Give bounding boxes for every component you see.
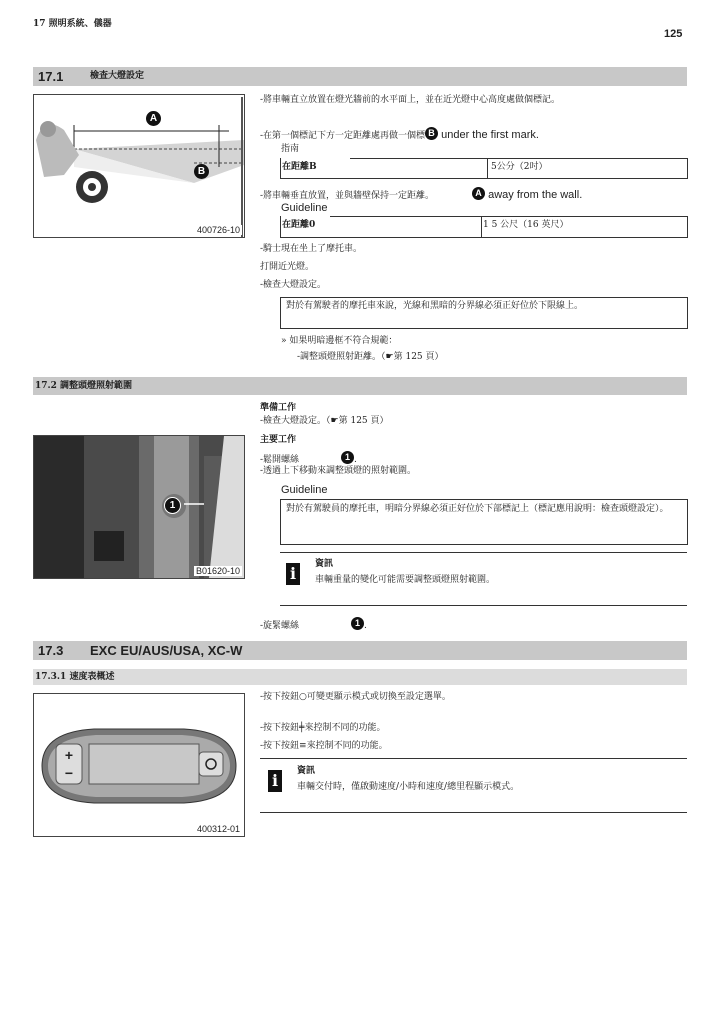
- guideline-value: 5公分（2吋）: [491, 162, 548, 172]
- guideline-table: [280, 158, 688, 179]
- section-title: 17.2 調整頭燈照射範圍: [35, 381, 133, 391]
- section-17-1-heading: [33, 67, 687, 86]
- guideline-label: Guideline: [281, 202, 328, 214]
- guideline-key: 在距離0: [282, 220, 316, 230]
- marker-b: B: [194, 164, 209, 179]
- info-title: 資訊: [297, 766, 316, 776]
- section-17-3-heading: [33, 641, 687, 660]
- main-label: 主要工作: [260, 435, 297, 445]
- divider: [280, 552, 687, 553]
- step-text: -鬆開螺絲 1 .: [260, 452, 357, 465]
- marker-1-inline: 1: [341, 451, 354, 464]
- marker-a: A: [146, 111, 161, 126]
- step-text: -按下按鈕≡來控制不同的功能。: [260, 741, 388, 751]
- guideline-text: 對於有駕駛員的摩托車，明暗分界線必須正好位於下部標記上（標記應用說明：檢查頭燈設定）。: [286, 504, 669, 514]
- step-text: -在第一個標記下方一定距離處再做一個標 B under the first mark.: [260, 128, 539, 141]
- guideline-table: [280, 216, 688, 238]
- marker-b-inline: B: [425, 127, 438, 140]
- step-text: -按下按鈕○可變更顯示模式或切換至設定選單。: [260, 692, 451, 702]
- divider: [260, 758, 687, 759]
- divider: [260, 812, 687, 813]
- section-title: EXC EU/AUS/USA, XC-W: [90, 643, 243, 658]
- headlight-screw-photo: [33, 435, 245, 579]
- svg-text:−: −: [64, 765, 74, 781]
- step-text: -騎士現在坐上了摩托車。: [260, 244, 363, 254]
- guideline-label: Guideline: [281, 484, 328, 496]
- svg-text:+: +: [64, 747, 74, 763]
- figure-code: 400312-01: [196, 824, 240, 834]
- sub-step-text: » 如果明暗邊框不符合規範：: [281, 336, 398, 346]
- step-text: -旋緊螺絲 1 .: [260, 618, 367, 631]
- section-title: 檢查大燈設定: [90, 71, 145, 81]
- subsection-title: 17.3.1 速度表概述: [35, 672, 115, 682]
- chapter-header: 17 照明系統、儀器: [33, 19, 112, 29]
- info-text: 車輛重量的變化可能需要調整頭燈照射範圍。: [315, 575, 496, 585]
- note-text: 對於有駕駛者的摩托車來說，光線和黑暗的分界線必須正好位於下限線上。: [286, 301, 584, 311]
- info-text: 車輛交付時，僅啟動速度/小時和速度/總里程顯示模式。: [297, 782, 520, 792]
- section-17-2-heading: [33, 377, 687, 395]
- sub-step-text: -調整頭燈照射距離。（☛第 125 頁）: [297, 352, 444, 362]
- figure-code: 400726-10: [196, 225, 240, 235]
- step-text: -將車輛直立放置在燈光牆前的水平面上，並在近光燈中心高度處做個標記。: [260, 95, 561, 105]
- info-icon: i: [286, 563, 300, 585]
- section-17-3-1-heading: [33, 669, 687, 685]
- guideline-box: [280, 499, 688, 545]
- divider: [280, 605, 687, 606]
- guideline-value: 1 5 公尺（16 英尺）: [483, 220, 569, 230]
- figure-code: B01620-10: [195, 566, 240, 576]
- marker-a-inline: A: [472, 187, 485, 200]
- step-text: -檢查大燈設定。（☛第 125 頁）: [260, 416, 389, 426]
- section-number: 17.3: [38, 643, 64, 658]
- marker-1: 1: [164, 497, 181, 514]
- prep-label: 準備工作: [260, 403, 297, 413]
- guideline-label: 指南: [281, 144, 300, 154]
- step-text: -檢查大燈設定。: [260, 280, 327, 290]
- speedometer-figure: [33, 693, 245, 837]
- info-title: 資訊: [315, 559, 334, 569]
- headlight-wall-diagram: [33, 94, 245, 238]
- section-number: 17.1: [38, 69, 64, 84]
- step-text: 打開近光燈。: [260, 262, 315, 272]
- step-text: -按下按鈕╪來控制不同的功能。: [260, 723, 386, 733]
- marker-1-inline: 1: [351, 617, 364, 630]
- info-icon: i: [268, 770, 282, 792]
- step-text: -將車輛垂直放置，並與牆壁保持一定距離。 A away from the wall.: [260, 188, 583, 201]
- step-text: -透過上下移動來調整頭燈的照射範圍。: [260, 466, 417, 476]
- guideline-key: 在距離B: [282, 162, 317, 172]
- note-box: [280, 297, 688, 329]
- page-number: 125: [664, 28, 683, 40]
